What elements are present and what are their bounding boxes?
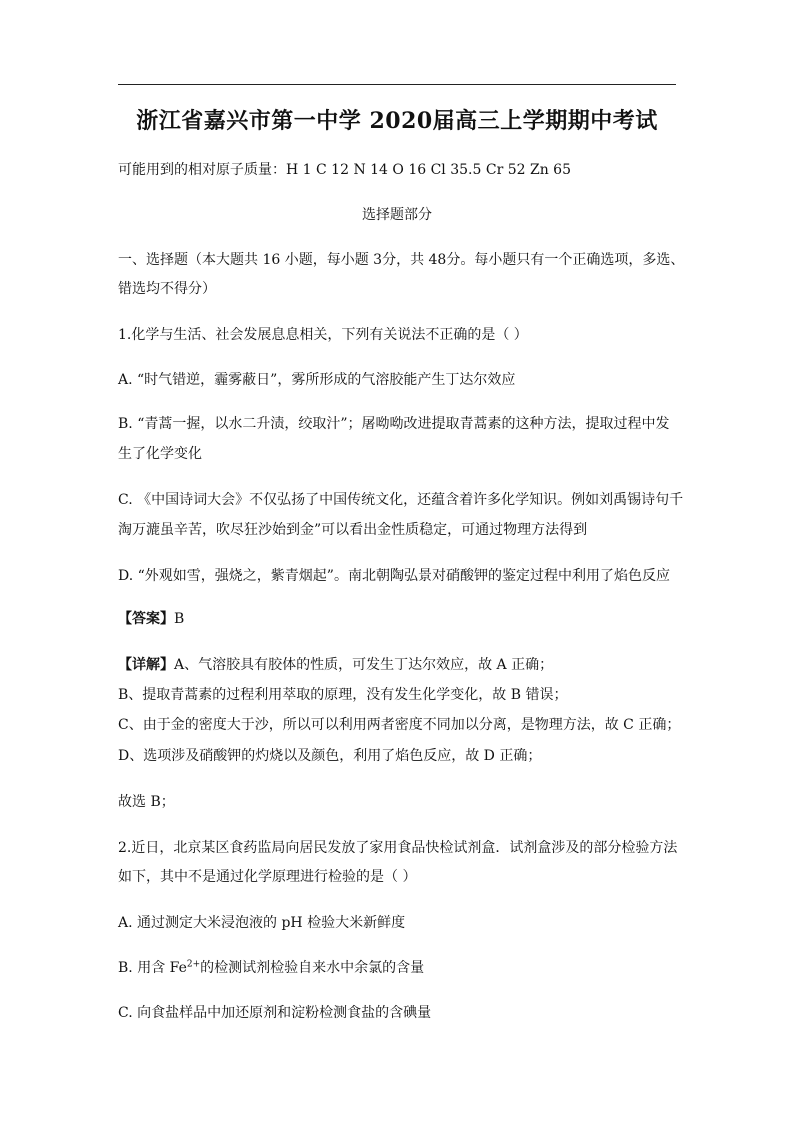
answer-label: 【答案】 [118, 611, 174, 627]
section-heading: 选择题部分 [362, 207, 432, 223]
question-1-option-d: D. “外观如雪，强烧之，紫青烟起”。南北朝陶弘景对硝酸钾的鉴定过程中利用了焰色反应 [118, 568, 670, 584]
question-1-conclusion: 故选 B； [118, 794, 175, 810]
answer-value: B [174, 611, 185, 627]
explanation-a-text: A、气溶胶具有胶体的性质，可发生丁达尔效应，故 A 正确； [174, 657, 554, 673]
question-2-stem-line1: 2.近日，北京某区食药监局向居民发放了家用食品快检试剂盒．试剂盒涉及的部分检验方法 [118, 840, 678, 856]
section-instructions-line2: 错选均不得分） [118, 281, 216, 297]
header-rule [118, 84, 676, 85]
option-b-suffix: 的检测试剂检验自来水中余氯的含量 [200, 960, 425, 976]
exam-title: 浙江省嘉兴市第一中学 2020届高三上学期期中考试 [136, 108, 658, 134]
explanation-label: 【详解】 [118, 657, 174, 673]
question-1-answer [118, 609, 184, 629]
question-2-option-a: A. 通过测定大米浸泡液的 pH 检验大米新鲜度 [118, 915, 406, 931]
question-1-option-c-line2: 淘万漉虽辛苦，吹尽狂沙始到金”可以看出金性质稳定，可通过物理方法得到 [118, 522, 588, 538]
option-b-prefix: B. 用含 Fe [118, 960, 187, 976]
question-1-explanation-c: C、由于金的密度大于沙，所以可以利用两者密度不同加以分离，是物理方法，故 C 正确； [118, 717, 681, 733]
iron-charge-superscript: 2+ [186, 959, 201, 970]
section-instructions-line1: 一、选择题（本大题共 16 小题，每小题 3分，共 48分。每小题只有一个正确选项，多选、 [118, 252, 685, 268]
question-1-explanation-b: B、提取青蒿素的过程利用萃取的原理，没有发生化学变化，故 B 错误； [118, 687, 568, 703]
question-1-option-a: A. “时气错逆，霾雾蔽日”，雾所形成的气溶胶能产生丁达尔效应 [118, 372, 516, 388]
question-1-option-b-line2: 生了化学变化 [118, 446, 202, 462]
atomic-masses: 可能用到的相对原子质量：H 1 C 12 N 14 O 16 Cl 35.5 Cr 52 Zn 65 [118, 162, 571, 178]
question-1-explanation-a [118, 655, 553, 675]
question-2-option-c: C. 向食盐样品中加还原剂和淀粉检测食盐的含碘量 [118, 1005, 432, 1021]
question-1-option-c-line1: C. 《中国诗词大会》不仅弘扬了中国传统文化，还蕴含着许多化学知识。例如刘禹锡诗句千 [118, 492, 684, 508]
question-2-option-b [118, 958, 424, 978]
question-1-option-b-line1: B. “青蒿一握，以水二升渍，绞取汁”；屠呦呦改进提取青蒿素的这种方法，提取过程中发 [118, 416, 670, 432]
question-1-stem: 1.化学与生活、社会发展息息相关，下列有关说法不正确的是（ ） [118, 327, 528, 343]
question-1-explanation-d: D、选项涉及硝酸钾的灼烧以及颜色，利用了焰色反应，故 D 正确； [118, 748, 542, 764]
question-2-stem-line2: 如下，其中不是通过化学原理进行检验的是（ ） [118, 869, 417, 885]
